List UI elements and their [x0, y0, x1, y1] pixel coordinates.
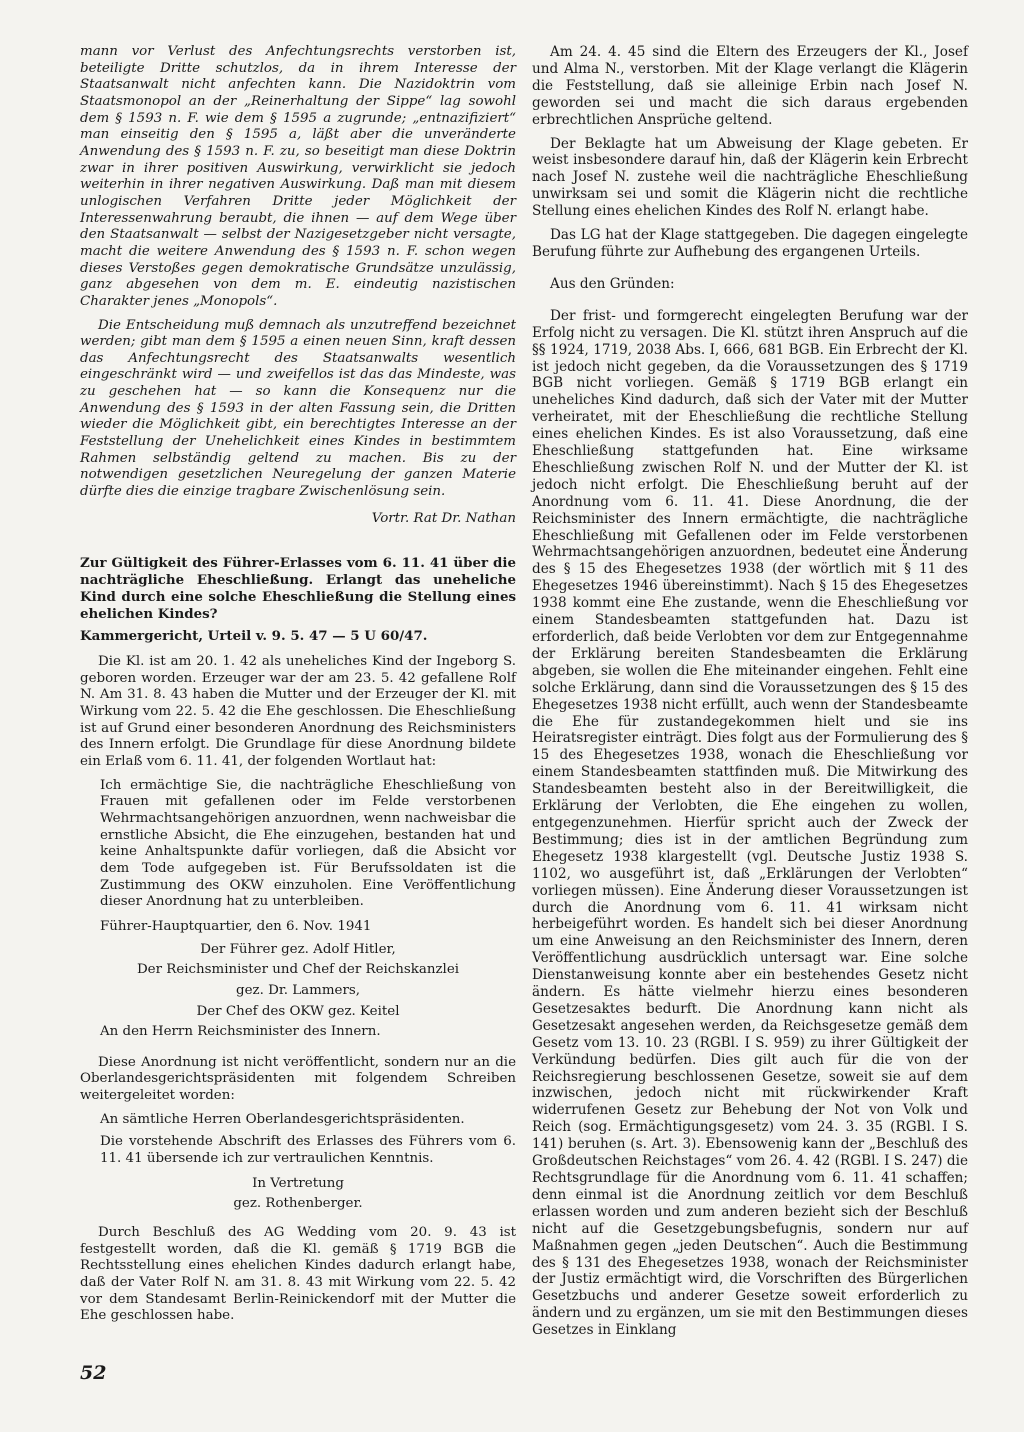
decree-place-date: Führer-Hauptquartier, den 6. Nov. 1941: [100, 918, 372, 934]
right-paragraph-1: Am 24. 4. 45 sind die Eltern des Erzeugers der Kl., Josef und Alma N., verstorben. Mit der Klage verlangt die Klägerin die Feststellung, daß sie alleinige Erbin nach Josef N. geworden sei und macht die sich daraus ergebenden erbrechtlichen Ansprüche geltend.: [532, 44, 968, 128]
decree-signature-2: Der Reichsminister und Chef der Reichskanzlei: [136, 962, 460, 978]
reasons-paragraph: Der frist- und formgerecht eingelegten Berufung war der Erfolg nicht zu versagen. Die Kl. stützt ihren Anspruch auf die §§ 1924, 1719, 2038 Abs. I, 666, 681 BGB. Ein Erbrecht der Kl. ist jedoch nicht gegeben, da die Voraussetzungen des § 1719 BGB nicht vorliegen. Gemäß § 1719 BGB erlangt ein uneheliches Kind dadurch, daß sich der Vater mit der Mutter verheiratet, mit der Eheschließung die rechtliche Stellung eines ehelichen Kindes. Es ist also Voraussetzung, daß eine Eheschließung stattgefunden hat. Eine wirksame Eheschließung zwischen Rolf N. und der Mutter der Kl. ist jedoch nicht erfolgt. Die Eheschließung beruht auf der Anordnung vom 6. 11. 41. Diese Anordnung, die der Reichsminister des Innern ermächtigte, die nachträgliche Eheschließung mit Gefallenen oder im Felde verstorbenen Wehrmachtsangehörigen anzuordnen, bedeutet eine Änderung des § 15 des Ehegesetzes 1938 (der wörtlich mit § 11 des Ehegesetzes 1946 übereinstimmt). Nach § 15 des Ehegesetzes 1938 kommt eine Ehe zustande, wenn die Eheschließung vor einem Standesbeamten stattgefunden hat. Dazu ist erforderlich, daß beide Verlobten vor dem zur Entgegennahme der Erklärung bereiten Standesbeamten die Erklärung abgeben, sie wollen die Ehe miteinander eingehen. Fehlt eine solche Erklärung, dann sind die Voraussetzungen des § 15 des Ehegesetzes 1938 nicht erfüllt, auch wenn der Standesbeamte die Ehe für zustandegekommen hielt und sie ins Heiratsregister einträgt. Dies folgt aus der Formulierung des § 15 des Ehegesetzes 1938, wonach die Eheschließung vor einem Standesbeamten stattfinden muß. Die Mitwirkung des Standesbeamten besteht also in der Bereitwilligkeit, die Erklärung der Verlobten, die Ehe eingehen zu wollen, entgegenzunehmen. Hierfür spricht auch der Zweck der Bestimmung; dies ist in der amtlichen Begründung zum Ehegesetz 1938 klargestellt (vgl. Deutsche Justiz 1938 S. 1102, wo ausgeführt ist, daß „Erklärungen der Verlobten“ vorliegen müssen). Eine Änderung dieser Voraussetzungen ist durch die Anordnung vom 6. 11. 41 wirksam nicht herbeigeführt worden. Es handelt sich bei dieser Anordnung um eine Anweisung an den Reichsminister des Innern, deren Veröffentlichung ausdrücklich untersagt war. Eine solche Dienstanweisung konnte aber ein bestehendes Gesetz nicht ändern. Es hätte vielmehr hierzu eines besonderen Gesetzesaktes bedurft. Die Anordnung kann nicht als Gesetzesakt angesehen werden, da Reichsgesetze gemäß dem Gesetz vom 13. 10. 23 (RGBl. I S. 959) zu ihrer Gültigkeit der Verkündung bedürfen. Dies gilt auch für die von der Reichsregierung beschlossenen Gesetze, soweit sie auf dem inzwischen, jedoch nicht mit rückwirkender Kraft widerrufenen Gesetz zur Behebung der Not von Volk und Reich (sog. Ermächtigungsgesetz) vom 24. 3. 35 (RGBl. I S. 141) beruhen (s. Art. 3). Ebensowenig kann der „Beschluß des Großdeutschen Reichstages“ vom 26. 4. 42 (RGBl. I S. 247) die Rechtsgrundlage für die Anordnung vom 6. 11. 41 schaffen; denn einmal ist die Anordnung zeitlich vor dem Beschluß erlassen worden und zum anderen bezieht sich der Beschluß nicht auf die Gesetzgebungsbefugnis, sondern nur auf Maßnahmen gegen „jeden Deutschen“. Auch die Bestimmung des § 131 des Ehegesetzes 1938, wonach der Reichsminister der Justiz ermächtigt wird, die Vorschriften des Bürgerlichen Gesetzbuchs und anderer Gesetze soweit erforderlich zu ändern und zu ergänzen, um sie mit den Bestimmungen dieses Gesetzes in Einklang: [532, 307, 968, 1339]
right-paragraph-2: Der Beklagte hat um Abweisung der Klage gebeten. Er weist insbesondere darauf hin, daß der Klägerin kein Erbrecht nach Josef N. zustehe weil die nachträgliche Eheschließung unwirksam sei und somit die Klägerin nicht die rechtliche Stellung eines ehelichen Kindes des Rolf N. erlangt habe.: [532, 135, 968, 220]
decree-signature-4: Der Chef des OKW gez. Keitel: [196, 1003, 400, 1019]
facts-paragraph-3: Durch Beschluß des AG Wedding vom 20. 9. 43 ist festgestellt worden, daß die Kl. gemäß § 1719 BGB die Rechtsstellung eines ehelichen Kindes dadurch erlangt habe, daß der Vater Rolf N. am 31. 8. 43 mit Wirkung vom 22. 5. 42 vor dem Standesamt Berlin-Reinickendorf mit der Mutter die Ehe geschlossen habe.: [80, 1225, 516, 1324]
decree-signature-3: gez. Dr. Lammers,: [236, 982, 360, 998]
right-paragraph-3: Das LG hat der Klage stattgegeben. Die dagegen eingelegte Berufung führte zur Aufhebung des ergangenen Urteils.: [532, 227, 968, 260]
commentary-signature: Vortr. Rat Dr. Nathan: [371, 510, 516, 526]
commentary-paragraph-1: mann vor Verlust des Anfechtungsrechts verstorben ist, beteiligte Dritte schutzlos, da in ihrem Interesse der Staatsanwalt nicht anfechten kann. Die Nazidoktrin vom Staatsmonopol an der „Reinerhaltung der Sippe“ lag sowohl dem § 1593 n. F. wie dem § 1595 a zugrunde; „entnazifiziert“ man einseitig den § 1595 a, läßt aber die unveränderte Anwendung des § 1593 n. F. zu, so beseitigt man diese Doktrin zwar in ihrer positiven Auswirkung, verwirklicht sie jedoch weiterhin in ihrer negativen Auswirkung. Daß man mit diesem unlogischen Verfahren Dritte jeder Möglichkeit der Interessenwahrung beraubt, die ihnen — auf dem Wege über den Staatsanwalt — selbst der Nazigesetzgeber nicht versagte, macht die weitere Anwendung des § 1593 n. F. schon wegen dieses Verstoßes gegen demokratische Grundsätze unzulässig, ganz abgesehen von dem m. E. eindeutig nazistischen Charakter jenes „Monopols“.: [80, 44, 516, 309]
reasons-heading: Aus den Gründen:: [550, 275, 675, 292]
decree-signature-1: Der Führer gez. Adolf Hitler,: [200, 941, 396, 957]
letter-signature-1: In Vertretung: [252, 1175, 344, 1191]
case-heading: Zur Gültigkeit des Führer-Erlasses vom 6. 11. 41 über die nachträgliche Eheschließung. Erlangt das uneheliche Kind durch eine solche Eheschließung die Stellung eines ehelichen Kindes?: [80, 555, 516, 623]
facts-paragraph-1: Die Kl. ist am 20. 1. 42 als uneheliches Kind der Ingeborg S. geboren worden. Erzeuger war der am 23. 5. 42 gefallene Rolf N. Am 31. 8. 43 haben die Mutter und der Erzeuger der Kl. mit Wirkung vom 22. 5. 42 die Ehe geschlossen. Die Eheschließung ist auf Grund einer besonderen Anordnung des Reichsministers des Innern erfolgt. Die Grundlage für diese Anordnung bildete ein Erlaß vom 6. 11. 41, der folgenden Wortlaut hat:: [80, 654, 516, 769]
page-number: 52: [80, 1362, 107, 1384]
letter-addressee: An sämtliche Herren Oberlandesgerichtspräsidenten.: [100, 1111, 465, 1127]
decree-addressee: An den Herrn Reichsminister des Innern.: [100, 1024, 381, 1040]
commentary-paragraph-2: Die Entscheidung muß demnach als unzutreffend bezeichnet werden; gibt man dem § 1595 a einen neuen Sinn, kraft dessen das Anfechtungsrecht des Staatsanwalts wesentlich eingeschränkt wird — und zweifellos ist das das Mindeste, was zu geschehen hat — so kann die Konsequenz nur die Anwendung des § 1593 in der alten Fassung sein, die Dritten wieder die Möglichkeit gibt, ein berechtigtes Interesse an der Feststellung der Unehelichkeit eines Kindes in bestimmtem Rahmen selbständig geltend zu machen. Bis zu der notwendigen gesetzlichen Neuregelung der ganzen Materie dürfte dies die einzige tragbare Zwischenlösung sein.: [80, 317, 516, 500]
court-citation: Kammergericht, Urteil v. 9. 5. 47 — 5 U 60/47.: [80, 628, 428, 645]
right-column: [532, 44, 968, 1346]
decree-text: Ich ermächtige Sie, die nachträgliche Eheschließung von Frauen mit gefallenen oder im Felde verstorbenen Wehrmachtsangehörigen anzuordnen, wenn nachweisbar die ernstliche Absicht, die Ehe einzugehen, bestanden hat und keine Anhaltspunkte dafür vorliegen, daß die Absicht vor dem Tode aufgegeben ist. Für Berufssoldaten ist die Zustimmung des OKW einzuholen. Eine Veröffentlichung dieser Anordnung hat zu unterbleiben.: [100, 777, 516, 910]
letter-text: Die vorstehende Abschrift des Erlasses des Führers vom 6. 11. 41 übersende ich zur vertraulichen Kenntnis.: [100, 1134, 516, 1167]
facts-paragraph-2: Diese Anordnung ist nicht veröffentlicht, sondern nur an die Oberlandesgerichtspräsidenten mit folgendem Schreiben weitergeleitet worden:: [80, 1054, 516, 1104]
left-column: [80, 44, 516, 1332]
letter-signature-2: gez. Rothenberger.: [233, 1196, 363, 1212]
